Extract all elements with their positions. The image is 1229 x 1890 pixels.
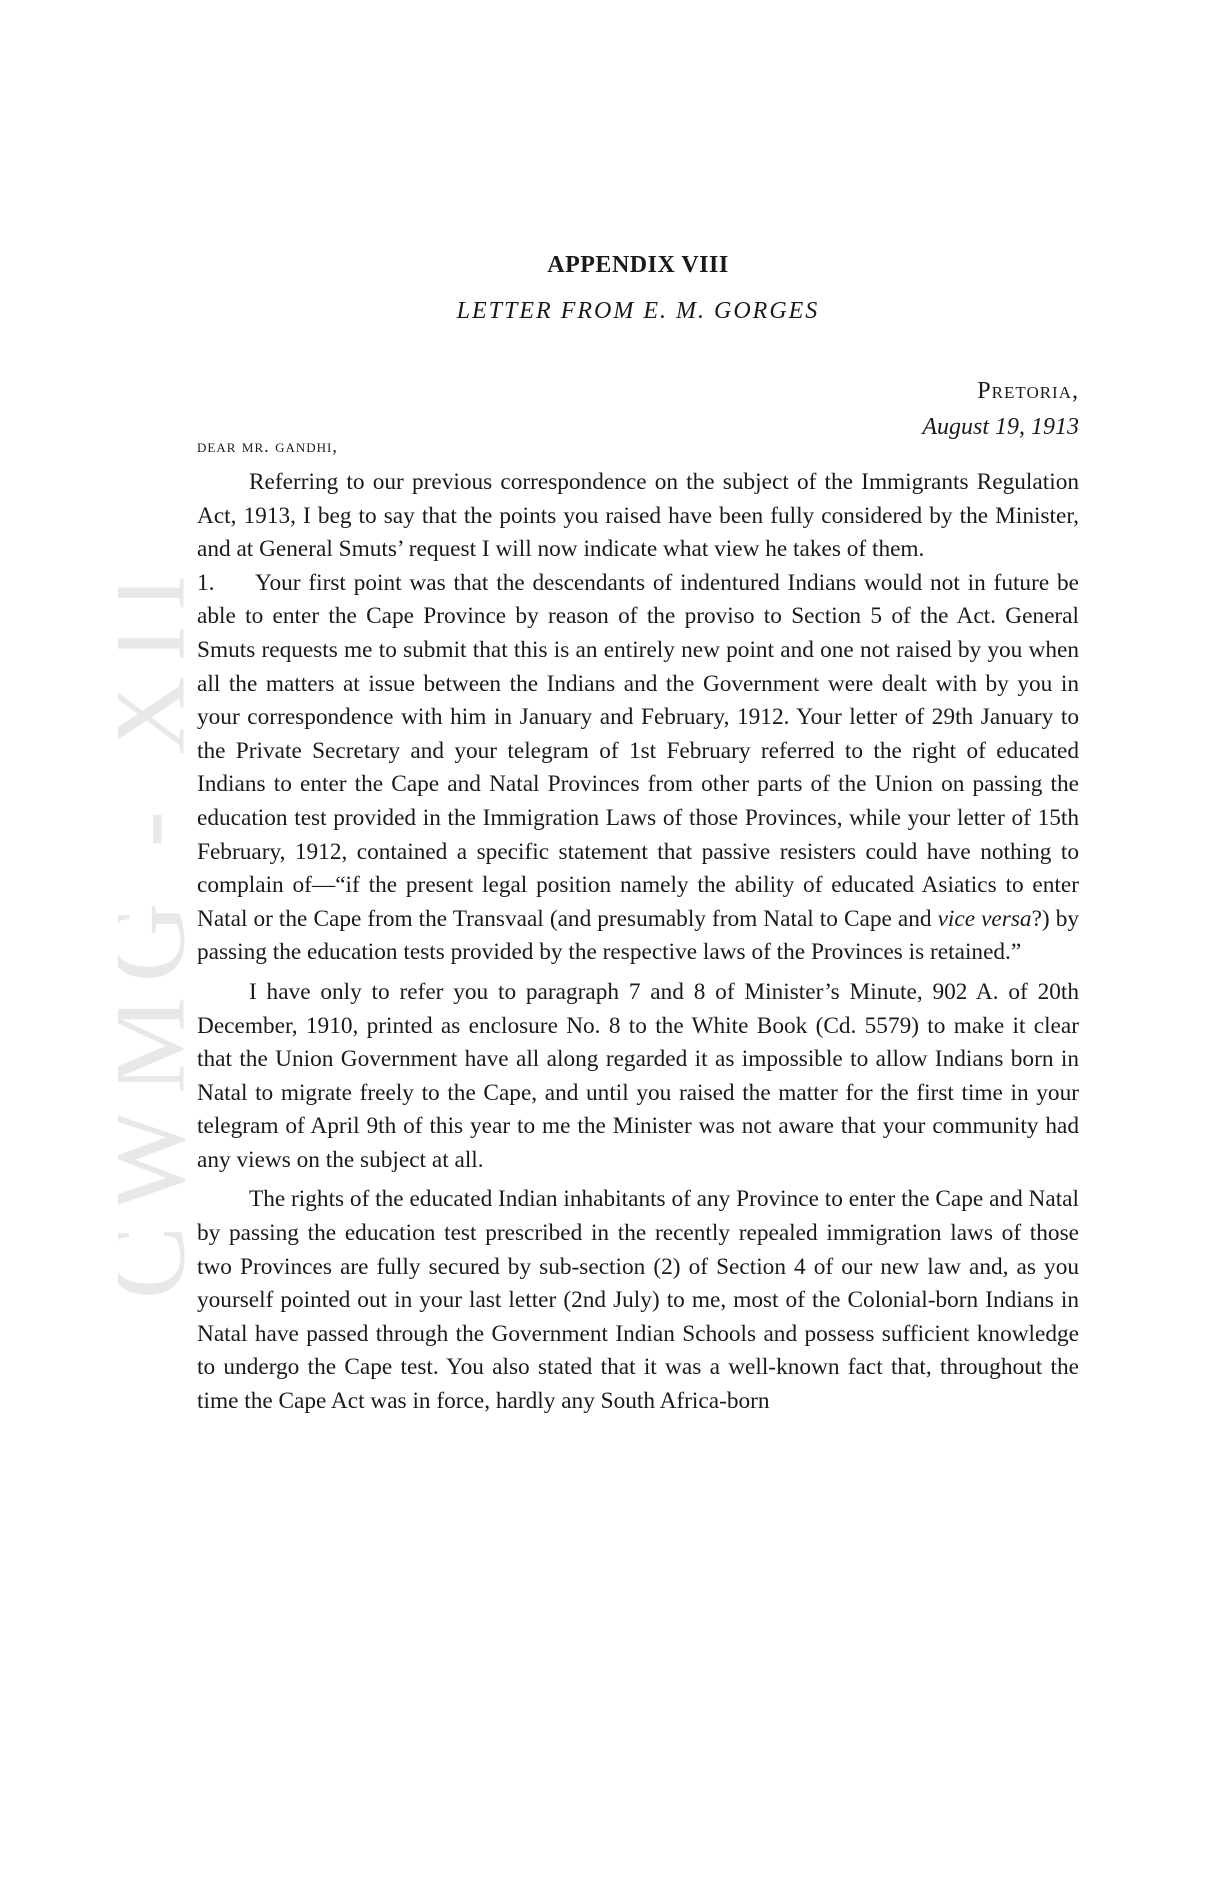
letter-body (197, 466, 1079, 1419)
paragraph-2-italic: vice versa (937, 905, 1032, 932)
appendix-heading: APPENDIX VIII (547, 252, 729, 278)
paragraph-1: Referring to our previous correspondence on the subject of the Immigrants Regulation Act, 1913, I beg to say that the points you raised have been fully considered by the Minister, and at General Smuts’ request I will now indicate what view he takes of them. (197, 469, 1079, 563)
paragraph-2 (197, 567, 1079, 970)
watermark-text: CWMG XII (118, 560, 198, 1300)
paragraph-number: 1. (197, 569, 215, 596)
watermark (118, 520, 198, 1340)
letter-place: Pretoria, (977, 378, 1079, 404)
letter-title: LETTER FROM E. M. GORGES (456, 298, 820, 324)
watermark-graphic (118, 520, 198, 1340)
letter-date: August 19, 1913 (922, 414, 1079, 440)
paragraph-4: The rights of the educated Indian inhabitants of any Province to enter the Cape and Natal by passing the education test prescribed in the recently repealed immigration laws of those two Provinces are fully secured by sub-section (2) of Section 4 of our new law and, as you yourself pointed out in your last letter (2nd July) to me, most of the Colonial-born Indians in Natal have passed through the Government Indian Schools and possess sufficient knowledge to undergo the Cape test. You also stated that it was a well-known fact that, throughout the time the Cape Act was in force, hardly any South Africa-born (197, 1186, 1079, 1415)
paragraph-2-text-a: Your first point was that the descendants of indentured Indians would not in future be able to enter the Cape Province by reason of the proviso to Section 5 of the Act. General Smuts requests me to submit that this is an entirely new point and one not raised by you when all the matters at issue between the Indians and the Government were dealt with by you in your correspondence with him in January and February, 1912. Your letter of 29th January to the Private Secretary and your telegram of 1st February referred to the right of educated Indians to enter the Cape and Natal Provinces from other parts of the Union on passing the education test provided in the Immigration Laws of those Provinces, while your letter of 15th February, 1912, contained a specific statement that passive resisters could have nothing to complain of—“if the present legal position namely the ability of educated Asiatics to enter Natal or the Cape from the Transvaal (and presumably from Natal to Cape and (197, 569, 1079, 932)
paragraph-3: I have only to refer you to paragraph 7 and 8 of Minister’s Minute, 902 A. of 20th December, 1910, printed as enclosure No. 8 to the White Book (Cd. 5579) to make it clear that the Union Government have all along regarded it as impossible to allow Indians born in Natal to migrate freely to the Cape, and until you raised the matter for the first time in your telegram of April 9th of this year to me the Minister was not aware that your community had any views on the subject at all. (197, 978, 1079, 1173)
paragraph-2-text-b: ?) by passing the education tests provided by the respective laws of the Provinces is retained.” (197, 905, 1079, 966)
salutation: dear mr. gandhi, (197, 436, 338, 456)
